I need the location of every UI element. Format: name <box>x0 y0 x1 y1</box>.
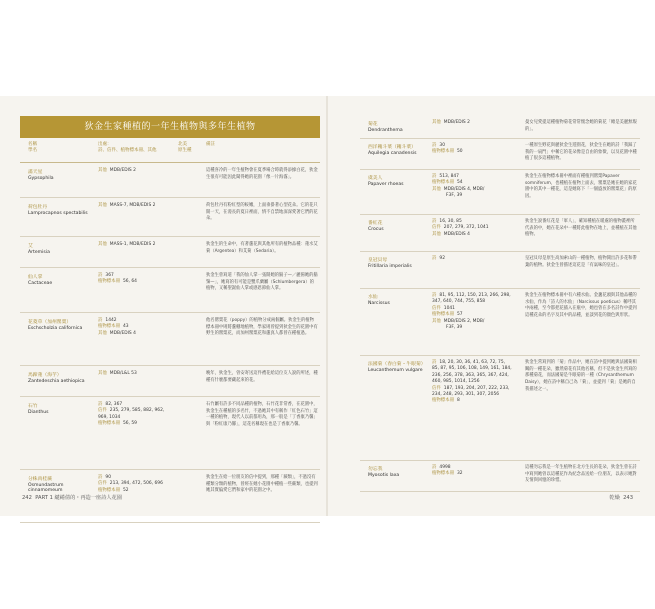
header-native: 北美 原生種 <box>178 142 192 153</box>
source-value: 81, 95, 112, 150, 213, 266, 298, 347, 640, 744, 755, 858 <box>432 293 511 305</box>
source-value: MDB/EDIS 4 <box>109 330 136 336</box>
source-value: 235, 279, 585, 882, 962, 969, 1034 <box>98 408 165 420</box>
source-value: MDB/EDIS 2, MDB/ <box>443 318 485 324</box>
source-label: 詩 <box>432 360 437 365</box>
source-value: 8 <box>456 398 460 404</box>
source-value: 82, 367 <box>105 402 123 407</box>
plant-notes: 狄金生的生命中，有著蘆花與其他所有的植物品種：蓮水艾菊（Argentea）和艾菊（Sedaria）。 <box>206 242 318 254</box>
plant-name <box>28 371 98 384</box>
plant-notes: 這種勿忘我是一年生植物在北方生長的花朵，狄金生曾在詩中寫到她曾以這種花作為紀念品送給一位朋友，以表示她對友情與回憶的珍惜。 <box>525 465 637 484</box>
left-folio: 242 PART 1 繾綣倩的・再造一座詩人花園 <box>22 495 122 501</box>
source-label: 植物標本冊 <box>98 324 120 330</box>
plant-latin-name: Aquilegia canadensis <box>368 151 417 156</box>
plant-sources <box>432 174 512 200</box>
table-row <box>360 139 640 170</box>
plant-sources <box>432 143 512 156</box>
table-row <box>360 461 640 492</box>
plant-sources <box>98 273 170 286</box>
source-value: F3F, 39 <box>446 193 463 199</box>
source-line <box>432 232 512 238</box>
plant-sources <box>432 219 512 238</box>
source-label: 植物標本冊 <box>432 149 454 155</box>
plant-common-name: 番紅花 <box>368 221 383 226</box>
plant-name <box>368 143 430 156</box>
source-value: 52 <box>122 487 129 493</box>
source-line <box>432 149 512 155</box>
source-value: 43 <box>122 324 129 330</box>
gutter <box>326 96 328 516</box>
source-value: 16, 30, 85 <box>439 219 462 224</box>
table-row <box>20 163 320 198</box>
plant-latin-name: Dianthus <box>28 410 49 415</box>
source-label: 其他 <box>432 231 441 237</box>
table-row <box>360 252 640 289</box>
source-label: 其他 <box>98 242 107 247</box>
source-label: 其他 <box>98 330 107 336</box>
plant-name <box>368 360 430 373</box>
source-label: 信件 <box>98 481 107 487</box>
source-label: 其他 <box>98 168 107 173</box>
header-name: 名稱 學名 <box>28 142 37 153</box>
plant-common-name: 馬蹄蓮（海芋） <box>28 373 62 378</box>
plant-latin-name: Dendranthema <box>368 128 403 133</box>
plant-name <box>28 168 98 181</box>
plant-common-name: 荷包牡丹 <box>28 205 48 210</box>
source-value: 32 <box>456 471 463 477</box>
plant-common-name: 艾 <box>28 244 33 249</box>
plant-name <box>368 120 430 133</box>
header-notes: 備註 <box>206 142 215 147</box>
plant-latin-name: Osmundastrum cinnamomeum <box>28 483 64 493</box>
plant-name <box>28 242 98 255</box>
source-value: 4998 <box>439 465 451 470</box>
plant-name <box>28 273 98 286</box>
plant-sources <box>98 203 170 209</box>
source-label: 詩 <box>432 293 437 298</box>
plant-sources <box>432 120 512 126</box>
source-value: F3F, 39 <box>446 324 463 330</box>
source-label: 植物標本冊 <box>98 279 120 285</box>
source-label: 其他 <box>98 371 107 376</box>
plant-common-name: 皇冠貝母 <box>368 258 388 263</box>
source-value: 92 <box>439 256 445 261</box>
plant-common-name: 菊花 <box>368 122 378 127</box>
source-label: 植物標本冊 <box>98 421 120 427</box>
source-value: 56, 64 <box>122 279 137 285</box>
source-label: 植物標本冊 <box>432 471 454 477</box>
source-line <box>98 481 170 487</box>
source-line <box>432 398 512 404</box>
source-label: 詩 <box>98 402 103 407</box>
plant-name <box>28 475 98 493</box>
source-value: MDB/L&L 53 <box>109 371 137 376</box>
source-line <box>432 360 512 386</box>
table-row <box>20 237 320 268</box>
column-headers <box>20 138 320 163</box>
plant-notes: 狄金生在給一位朋友的信中提到，那種「蕨類」，不過沒有種類分類的植物，曾經在她小花園中種植一些蕨類，也提到她其實偏愛它們和家中的花園之中。 <box>206 475 318 494</box>
source-label: 信件 <box>432 385 441 391</box>
source-value: MDB/EDIS 4, MDB/ <box>443 186 485 192</box>
right-table-body <box>360 116 640 492</box>
plant-latin-name: Papaver rhoeas <box>368 182 404 187</box>
plant-latin-name: Crocus <box>368 227 384 232</box>
source-value: 513, 847 <box>439 174 459 179</box>
plant-notes: 狄金生說番紅花是「軍人」，確知種植在暖處的植物叢裡所代表的中，她在花朵中一種將此植物在地上，並種植在其他植物。 <box>525 219 637 238</box>
source-label: 詩 <box>432 256 437 261</box>
table-row <box>360 289 640 356</box>
plant-notes: 狄金生曾寫道「我的仙人掌一張開她的鬍子—／麗揚她的鬍鬚—」，她寫的有可能是蟹爪蘭屬（Schlumbergera）的植物，又稱聖誕仙人掌或感恩節仙人掌。 <box>206 273 318 292</box>
source-line <box>98 421 170 427</box>
source-value: 57 <box>456 312 463 318</box>
source-line <box>432 256 512 262</box>
plant-sources <box>98 242 170 248</box>
source-value: MASS-1, MDB/EDIS 2 <box>109 242 156 247</box>
plant-common-name: 虞美人 <box>368 176 383 181</box>
right-folio: 乾燥 243 <box>609 495 633 501</box>
source-value: 50 <box>456 149 463 155</box>
source-value: 54 <box>456 180 463 186</box>
plant-name <box>368 465 430 478</box>
plant-name <box>368 219 430 232</box>
plant-sources <box>98 402 170 428</box>
source-value: MDB/EDIS 2 <box>109 168 136 173</box>
source-line <box>98 371 170 377</box>
plant-notes: 狄金生在植物標本冊中裡面有種植到罌粟Papaver somniferum，也種植在植物上面去，罌粟是她在她的家花園中的其中一種花，這是她寫下「一個盛放的罌粟花」的原因。 <box>525 174 637 199</box>
table-row <box>20 397 320 470</box>
table-title: 狄金生家種植的一年生植物與多年生植物 <box>20 116 320 138</box>
plant-notes: 一種原生野花與麗狄金生遊園花，狄金生在她的詩「我踩了我的一扇門」中稱它的花朵像是自由的象徵，以及花園中種植了很多這種植物。 <box>525 143 637 162</box>
plant-common-name: 花菱草（加州罌粟） <box>28 320 72 325</box>
source-line <box>432 386 512 399</box>
plant-sources <box>432 256 512 262</box>
plant-notes: 他名罌粟花（poppy）的植物分成兩個屬。狄金生的植物標本冊中則將蘆棚地植物，學家則曾提到狄金生的花園中有野生的罌粟花，而加州罌粟花和蘆真人都曾在種植過。 <box>206 318 318 337</box>
right-page <box>360 116 640 492</box>
book-spread <box>0 96 655 516</box>
plant-notes: 這種喜冷的一年生植物會在夏季場合時就得添綠白花，狄金生很有可能因此聞得她的花園「像一片海霧」。 <box>206 168 318 180</box>
table-row <box>360 215 640 252</box>
source-line <box>98 242 170 248</box>
source-label: 信件 <box>432 225 441 231</box>
plant-common-name: 法國菊（春白菊・牛眼菊） <box>368 362 426 367</box>
plant-latin-name: Narcissus <box>368 301 390 306</box>
table-row <box>20 198 320 237</box>
plant-notes: 曼女兒愛提這種植物菊花常常懷念她的菊花「總是美麗無瑕的」。 <box>525 120 637 132</box>
source-label: 植物標本冊 <box>432 312 454 318</box>
plant-common-name: 石竹 <box>28 404 38 409</box>
plant-notes: 晚年，狄金生，曾安寄送這件禮花給這位友人說的所述，種種有什麼都要藏起來的花。 <box>206 371 318 383</box>
table-row <box>20 313 320 366</box>
plant-latin-name: Gypsophila <box>28 176 54 181</box>
plant-latin-name: Leucanthemum vulgare <box>368 368 423 373</box>
source-label: 詩 <box>432 465 437 470</box>
plant-notes: 狄金生常寫到的「菊」作品中，她在詩中提到她與法國菊相關的一種花朵，雖然菊花有其他名稱，但不是狄金生所寫的那種菊花，而法國菊是牛眼菊的一種（Chrysanthemum Daisy），她在詩中稱自己為「菊」，並提到「菊」是她的自我描述之一。 <box>525 360 637 392</box>
source-line <box>432 471 512 477</box>
table-row <box>360 170 640 215</box>
plant-common-name: 仙人掌 <box>28 275 43 280</box>
plant-latin-name: Artemisia <box>28 250 50 255</box>
source-value: 367 <box>105 273 114 278</box>
table-row <box>20 268 320 313</box>
source-value: 1041 <box>443 305 455 311</box>
plant-name <box>28 203 98 216</box>
source-value: 56, 59 <box>122 421 137 427</box>
source-label: 其他 <box>432 318 441 324</box>
table-row <box>360 356 640 461</box>
plant-notes: 荷包牡丹有粉紅型的較嫩，上面垂掛著心型花朵。它的花只開一天，在漫長的夏日裡面，情不自禁地深深愛著它們的花朵。 <box>206 203 318 222</box>
source-label: 詩 <box>432 219 437 224</box>
table-row <box>360 116 640 139</box>
left-page <box>20 116 320 523</box>
plant-name <box>368 174 430 187</box>
source-value: 1442 <box>105 318 117 323</box>
plant-common-name: 勿忘我 <box>368 467 383 472</box>
source-value: MASS-7, MDB/EDIS 2 <box>109 203 156 208</box>
source-line <box>432 325 512 331</box>
source-line <box>98 331 170 337</box>
plant-latin-name: Eschscholzia californica <box>28 326 83 331</box>
source-label: 信件 <box>432 305 441 311</box>
plant-name <box>368 256 430 269</box>
plant-common-name: 西洋耬斗菜（耬斗菜） <box>368 145 416 150</box>
source-line <box>432 120 512 126</box>
source-value: 207, 279, 372, 1041 <box>443 225 489 231</box>
source-value: 213, 394, 472, 506, 696 <box>109 481 163 487</box>
source-line <box>98 408 170 421</box>
source-label: 其他 <box>98 203 107 208</box>
plant-latin-name: Cactaceae <box>28 281 53 286</box>
plant-name <box>28 402 98 415</box>
plant-sources <box>98 371 170 377</box>
table-row <box>20 366 320 397</box>
source-line <box>98 279 170 285</box>
plant-notes: 狄金生在植物標本冊中有六種水仙。金盞花頭與其他品種的水仙，作為「詩人的水仙」（Narcissus poeticus）稱呼其中兩種，至今都把花插入在瓶中，她也曾在多名詩作中提到這種花朵的名字及其中的品種，並談到花的顏色與形狀。 <box>525 293 637 318</box>
source-value: MDB/EDIS 4 <box>443 231 470 237</box>
source-line <box>98 203 170 209</box>
plant-latin-name: Fritillaria imperialis <box>368 264 412 269</box>
source-value: 18, 20, 30, 36, 41, 63, 72, 75, 85, 87, 95, 106, 108, 149, 161, 184, 236, 256, 378, 363, 365, 367, 424, 460, 985, 1014, 1256 <box>432 360 512 385</box>
left-table-body <box>20 163 320 523</box>
plant-name <box>28 318 98 331</box>
source-label: 詩 <box>98 318 103 323</box>
plant-sources <box>98 318 170 337</box>
source-label: 其他 <box>432 186 441 192</box>
source-label: 詩 <box>432 143 437 148</box>
source-label: 信件 <box>98 408 107 414</box>
source-label: 詩 <box>98 273 103 278</box>
source-label: 植物標本冊 <box>432 398 454 404</box>
plant-sources <box>98 475 170 494</box>
plant-common-name: 水仙 <box>368 295 378 300</box>
plant-latin-name: Zantedeschia aethiopica <box>28 379 85 384</box>
plant-sources <box>432 360 512 405</box>
plant-sources <box>98 168 170 174</box>
plant-common-name: 滿天星 <box>28 170 43 175</box>
plant-sources <box>432 465 512 478</box>
source-line <box>98 168 170 174</box>
header-source: 出處： 詩、信件、植物標本冊、其他 <box>98 142 157 153</box>
plant-common-name: 分株肉桂蕨 <box>28 477 52 482</box>
plant-notes: 皇冠貝母是原生高加索山的一種植物，植物開出許多花和帶葉的植物。狄金生曾描述這花是「有氣味的皇冠」。 <box>525 256 637 268</box>
plant-latin-name: Lamprocapnos spectabilis <box>28 211 88 216</box>
source-value: 90 <box>105 475 111 480</box>
source-label: 詩 <box>98 475 103 480</box>
source-label: 植物標本冊 <box>432 180 454 186</box>
source-label: 植物標本冊 <box>98 487 120 493</box>
source-label: 詩 <box>432 174 437 179</box>
plant-name <box>368 293 430 306</box>
plant-sources <box>432 293 512 331</box>
plant-notes: 石竹屬有許多不同品種的植物，石竹花非常香，在花園中，狄金生在種植的多名竹，不過她其中有稱作「紅色石竹」這一種的植物，現代人以前都用為，那一般是「丁香康乃馨」與「粉紅康乃馨」，這花名稱現在也是丁香康乃馨。 <box>206 402 318 427</box>
source-line <box>432 193 512 199</box>
plant-latin-name: Myosotis laxa <box>368 473 400 478</box>
source-value: 30 <box>439 143 445 148</box>
source-value: 187, 193, 204, 207, 222, 233, 234, 248, 293, 301, 307, 2056 <box>432 385 510 397</box>
source-line <box>432 293 512 306</box>
source-label: 其他 <box>432 120 441 125</box>
source-value: MDB/EDIS 2 <box>443 120 470 125</box>
